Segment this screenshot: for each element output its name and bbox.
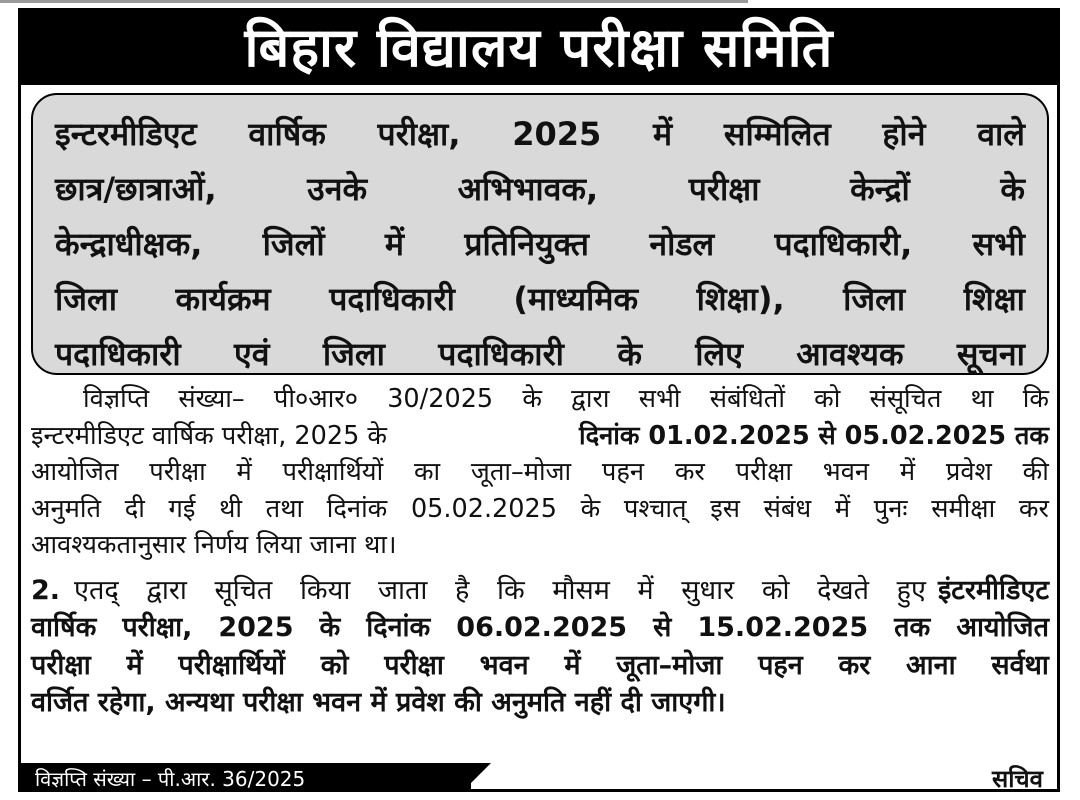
paragraph-word: संसूचित [869, 384, 942, 414]
paragraph-word: परीक्षा [735, 457, 793, 487]
subject-word: वाले [977, 115, 1025, 153]
paragraph-word: की [1022, 457, 1049, 487]
paragraph-2 [31, 572, 1049, 722]
paragraph-word: हुए [896, 574, 926, 606]
subject-line [55, 327, 1025, 382]
paragraph-word: पहन [758, 649, 803, 681]
paragraph-word: परीक्षार्थियों [178, 649, 285, 681]
paragraph-word: आयोजित [31, 457, 119, 487]
paragraph-line [31, 684, 1049, 722]
paragraph-word: किया [299, 574, 351, 606]
subject-word: परीक्षा [688, 170, 760, 208]
paragraph-line [31, 647, 1049, 685]
paragraph-word: का [413, 457, 441, 487]
subject-word: जिला [843, 280, 906, 318]
board-title: बिहार विद्यालय परीक्षा समिति [244, 16, 834, 79]
paragraph-word: भवन [479, 649, 529, 681]
notice-body [31, 381, 1049, 722]
paragraph-word: संबंध [763, 493, 812, 524]
paragraph-word: परीक्षा [384, 649, 444, 681]
paragraph-line [31, 491, 1049, 528]
subject-word: प्रतिनियुक्त [464, 225, 590, 263]
subject-word: पदाधिकारी [329, 280, 455, 318]
signature-designation: सचिव [991, 765, 1043, 792]
subject-line [55, 107, 1025, 162]
paragraph-word: कर [1018, 493, 1049, 524]
paragraph-word: सर्वथा [991, 649, 1049, 681]
board-title-banner [21, 11, 1057, 85]
paragraph-word: संख्या– [178, 384, 245, 414]
subject-word: नोडल [649, 225, 715, 263]
paragraph-word: पुनः [873, 493, 908, 524]
paragraph-text: आवश्यकतानुसार निर्णय लिया जाना था। [31, 530, 397, 560]
subject-word: एवं [234, 335, 270, 373]
subject-word: जिलों [262, 225, 325, 263]
paragraph-word: में [834, 493, 851, 524]
paragraph-word: के [580, 493, 601, 524]
paragraph-word: कि [1022, 384, 1049, 414]
paragraph-word: आना [906, 649, 956, 681]
subject-word: पदाधिकारी [55, 335, 181, 373]
footer-notch [459, 763, 491, 792]
paragraph-word: विज्ञप्ति [83, 384, 150, 414]
notice-number-bar [21, 763, 471, 792]
subject-word: सूचना [956, 335, 1025, 373]
paragraph-word: भवन [822, 457, 870, 487]
paragraph-word: प्रवेश [945, 457, 992, 487]
subject-word: शिक्षा [963, 280, 1025, 318]
paragraph-word: थी [219, 493, 242, 524]
paragraph-1 [31, 381, 1049, 564]
subject-word: पदाधिकारी, [774, 225, 913, 263]
subject-word: इन्टरमीडिएट [55, 115, 197, 153]
paragraph-word: इस [710, 493, 740, 524]
paragraph-word: के [522, 384, 542, 414]
notice-number: विज्ञप्ति संख्या – पी.आर. 36/2025 [35, 767, 306, 791]
paragraph-line [31, 381, 1049, 418]
paragraph-number: 2. [31, 574, 61, 606]
paragraph-word: पश्चात् [623, 493, 687, 524]
paragraph-word: वार्षिक [31, 612, 97, 643]
subject-line [55, 217, 1025, 272]
paragraph-text [31, 491, 1049, 528]
subject-word: जिला [55, 280, 118, 318]
subject-word: केन्द्रों [850, 170, 910, 208]
paragraph-word: को [814, 384, 841, 414]
paragraph-word: दिनांक [366, 612, 431, 643]
paragraph-text [83, 381, 1049, 418]
subject-word: आवश्यक [796, 335, 904, 373]
paragraph-word: है [455, 574, 470, 606]
paragraph-word: कर [838, 649, 871, 681]
paragraph-word: में [236, 457, 252, 487]
paragraph-word: पी०आर० [273, 384, 358, 414]
subject-word: सभी [972, 225, 1025, 263]
paragraph-word: तक [894, 612, 931, 643]
paragraph-word: अनुमति [31, 493, 102, 524]
paragraph-text [31, 609, 1049, 647]
paragraph-highlight: इंटरमीडिएट [937, 574, 1049, 606]
subject-word: परीक्षा, [377, 115, 461, 153]
paragraph-word: 30/2025 [387, 384, 494, 414]
paragraph-word: एतद् [74, 574, 119, 606]
paragraph-line [31, 527, 1049, 564]
subject-word: केन्द्राधीक्षक, [55, 225, 203, 263]
paragraph-word: तथा [265, 493, 304, 524]
paragraph-word: दिनांक [326, 493, 388, 524]
paragraph-word: सभी [638, 384, 681, 414]
paragraph-word: पहन [601, 457, 645, 487]
paragraph-word: जूता–मोजा [470, 457, 572, 487]
paragraph-word: परीक्षा [149, 457, 206, 487]
paragraph-word: दी [124, 493, 145, 524]
paragraph-word: द्वारा [571, 384, 610, 414]
subject-word: (माध्यमिक [513, 280, 639, 318]
paragraph-text [31, 454, 1049, 491]
paragraph-word: में [126, 649, 143, 681]
paragraph-line [31, 609, 1049, 647]
paragraph-word: गई [168, 493, 196, 524]
subject-word: लिए [695, 335, 743, 373]
paragraph-word: मौसम [552, 574, 610, 606]
subject-word: के [1000, 170, 1025, 208]
subject-box [31, 93, 1049, 375]
paragraph-word: परीक्षार्थियों [282, 457, 384, 487]
subject-word: के [617, 335, 642, 373]
paragraph-word: कि [496, 574, 525, 606]
paragraph-word: से [653, 612, 672, 643]
paragraph-word: को [761, 574, 790, 606]
top-rule [0, 0, 748, 3]
paragraph-word: में [564, 649, 581, 681]
paragraph-line [31, 572, 1049, 610]
paragraph-word: परीक्षा, [122, 612, 193, 643]
paragraph-word: के [319, 612, 341, 643]
paragraph-word: जूता–मोजा [616, 649, 723, 681]
paragraph-word: 2025 [218, 612, 294, 643]
paragraph-date-range: दिनांक 01.02.2025 से 05.02.2025 तक [579, 420, 1049, 451]
subject-word: सम्मिलित [723, 115, 831, 153]
paragraph-word: आयोजित [956, 612, 1049, 643]
paragraph-word: 06.02.2025 [456, 612, 628, 643]
paragraph-word: द्वारा [146, 574, 187, 606]
subject-word: 2025 [512, 115, 602, 153]
paragraph-text [74, 572, 926, 610]
subject-word: होने [882, 115, 926, 153]
subject-word: में [384, 225, 405, 263]
subject-word: उनके [307, 170, 368, 208]
subject-word: जिला [322, 335, 385, 373]
subject-word: छात्र/छात्राओं, [55, 170, 217, 208]
paragraph-word: सुधार [681, 574, 735, 606]
paragraph-word: समीक्षा [931, 493, 996, 524]
subject-word: पदाधिकारी [438, 335, 564, 373]
paragraph-word: संबंधितों [709, 384, 785, 414]
subject-word: में [652, 115, 673, 153]
paragraph-line [31, 418, 1049, 455]
paragraph-text [31, 647, 1049, 685]
notice-frame [18, 8, 1060, 792]
paragraph-word: कर [674, 457, 705, 487]
paragraph-word: परीक्षा [31, 649, 91, 681]
paragraph-word: सूचित [214, 574, 273, 606]
paragraph-word: देखते [817, 574, 869, 606]
subject-line [55, 272, 1025, 327]
subject-word: कार्यक्रम [175, 280, 271, 318]
paragraph-line [31, 454, 1049, 491]
paragraph-word: 15.02.2025 [697, 612, 869, 643]
paragraph-text: वर्जित रहेगा, अन्यथा परीक्षा भवन में प्रवेश की अनुमति नहीं दी जाएगी। [31, 687, 726, 718]
paragraph-word: में [637, 574, 654, 606]
subject-line [55, 162, 1025, 217]
subject-word: वार्षिक [248, 115, 326, 153]
paragraph-word: में [899, 457, 916, 487]
paragraph-word: 05.02.2025 [410, 493, 557, 524]
paragraph-word: था [970, 384, 994, 414]
paragraph-word: को [320, 649, 349, 681]
paragraph-word: जाता [377, 574, 428, 606]
subject-word: अभिभावक, [457, 170, 599, 208]
paragraph-text: इन्टरमीडिएट वार्षिक परीक्षा, 2025 के [31, 420, 387, 451]
subject-word: शिक्षा), [696, 280, 785, 318]
